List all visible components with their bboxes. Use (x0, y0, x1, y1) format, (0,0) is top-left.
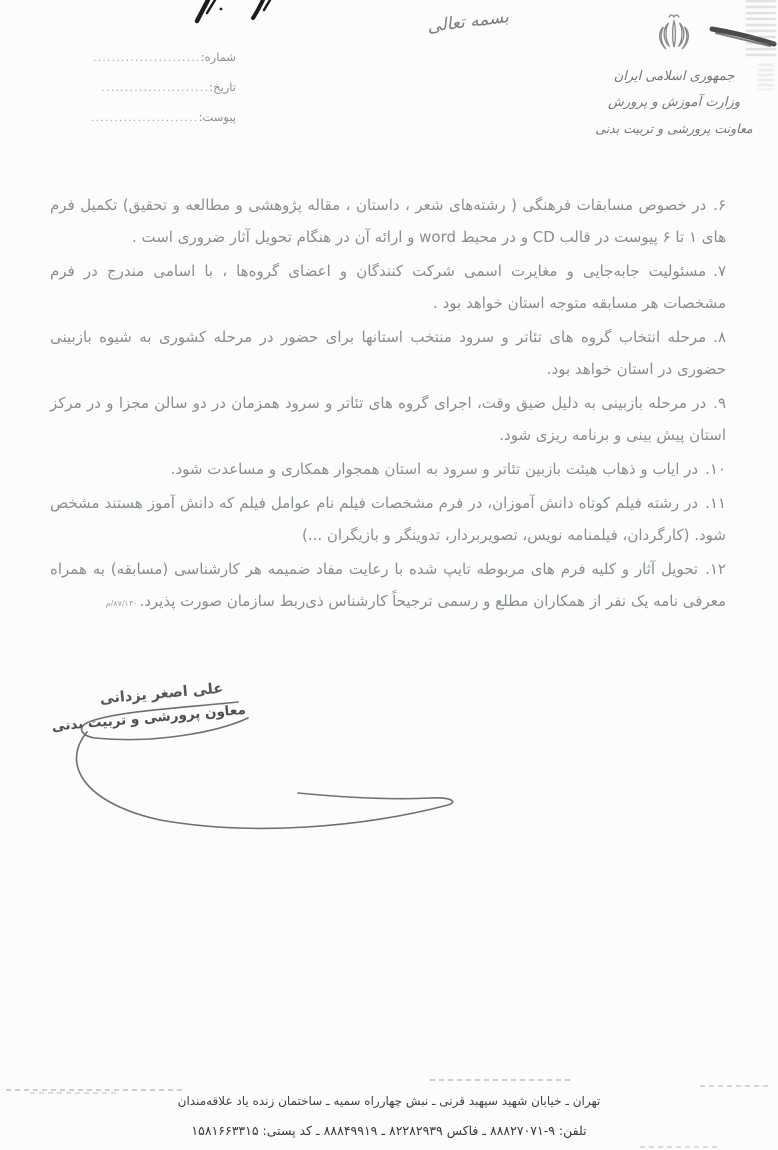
letterhead (576, 10, 772, 142)
item-number: ۷. (713, 262, 726, 280)
field-attachment-label: پیوست: (198, 110, 236, 124)
footer-address: تهران ـ خیابان شهید سپهبد قرنی ـ نبش چهارراه سمیه ـ ساختمان زنده یاد علاقه‌مندان (177, 1094, 601, 1108)
item-number: ۹. (713, 394, 726, 412)
item-number: ۱۱. (705, 494, 726, 512)
field-number (36, 50, 236, 64)
iran-emblem-icon (651, 10, 697, 60)
footer-contact: تلفن: ۹-۸۸۸۲۷۰۷۱ ـ فاکس ۸۲۲۸۲۹۳۹ ـ ۸۸۸۴۹۹۱۹ ـ کد پستی: ۱۵۸۱۶۶۳۳۱۵ (191, 1123, 587, 1138)
letterhead-country: جمهوری اسلامی ایران (613, 69, 735, 84)
item-text: در ایاب و ذهاب هیئت بازبین تئاتر و سرود به استان همجوار همکاری و مساعدت شود. (170, 460, 699, 478)
scan-artifact (640, 1146, 720, 1148)
field-date-dots: ....................... (101, 83, 210, 94)
body-item-6 (50, 189, 726, 253)
bismillah-calligraphy: بسمه تعالی (426, 7, 510, 37)
letterhead-department: معاونت پرورشی و تربیت بدنی (595, 121, 753, 136)
tiny-ref-number: ۸۷/۱۳۰/م (105, 599, 138, 608)
body-item-9 (50, 387, 726, 451)
scan-artifact (430, 1079, 570, 1081)
item-text: در خصوص مسابقات فرهنگی ( رشته‌های شعر ، داستان ، مقاله پژوهشی و مطالعه و تحقیق) تکمیل فرم های ۱ تا ۶ پیوست در قالب CD و در محیط word و ارائه آن در هنگام تحویل آثار ضروری است . (50, 196, 726, 246)
field-attachment-dots: ....................... (90, 113, 199, 124)
item-number: ۸. (713, 328, 726, 346)
item-text: مسئولیت جابه‌جایی و مغایرت اسمی شرکت کنندگان و اعضای گروه‌ها ، با اسامی مندرج در فرم مشخصات هر مسابقه متوجه استان خواهد بود . (50, 262, 726, 312)
item-number: ۱۰. (705, 460, 726, 478)
body-item-10 (50, 453, 726, 485)
field-number-label: شماره: (200, 50, 236, 64)
field-date (36, 80, 236, 94)
field-attachment (36, 110, 236, 124)
reference-fields (36, 50, 236, 140)
body-item-7 (50, 255, 726, 319)
letterhead-ministry: وزارت آموزش و پرورش (607, 95, 740, 110)
item-number: ۶. (713, 196, 726, 214)
signature-block (51, 679, 247, 735)
body-item-12 (50, 553, 726, 620)
field-number-dots: ....................... (93, 53, 201, 64)
item-text: در رشته فیلم کوتاه دانش آموزان، در فرم مشخصات فیلم نام عوامل فیلم که دانش آموز هستند مشخص شود. (کارگردان، فیلمنامه نویس، تصویربردار، تدوینگر و بازیگران ...) (50, 494, 726, 544)
item-text: تحویل آثار و کلیه فرم های مربوطه تایپ شده با رعایت مفاد ضمیمه هر کارشناسی (مسابقه) به همراه معرفی نامه یک نفر از همکاران مطلع و رسمی ترجیحاً کارشناس ذی‌ربط سازمان صورت پذیرد. (50, 560, 726, 610)
footer (0, 1086, 778, 1146)
body-item-11 (50, 487, 726, 551)
signatory-title: معاون پرورشی و تربیت بدنی (51, 701, 247, 735)
item-text: در مرحله بازبینی به دلیل ضیق وقت، اجرای گروه های تئاتر و سرود همزمان در دو سالن مجزا و در مرکز استان پیش بینی و برنامه ریزی شود. (50, 394, 726, 444)
field-date-label: تاریخ: (209, 80, 236, 94)
item-number: ۱۲. (705, 560, 726, 578)
letter-body (50, 189, 726, 622)
signatory-name: علی اصغر یزدانی (99, 680, 224, 708)
item-text: مرحله انتخاب گروه های تئاتر و سرود منتخب استانها برای حضور در مرحله کشوری به شیوه بازبینی حضوری در استان خواهد بود. (50, 328, 726, 378)
body-item-8 (50, 321, 726, 385)
